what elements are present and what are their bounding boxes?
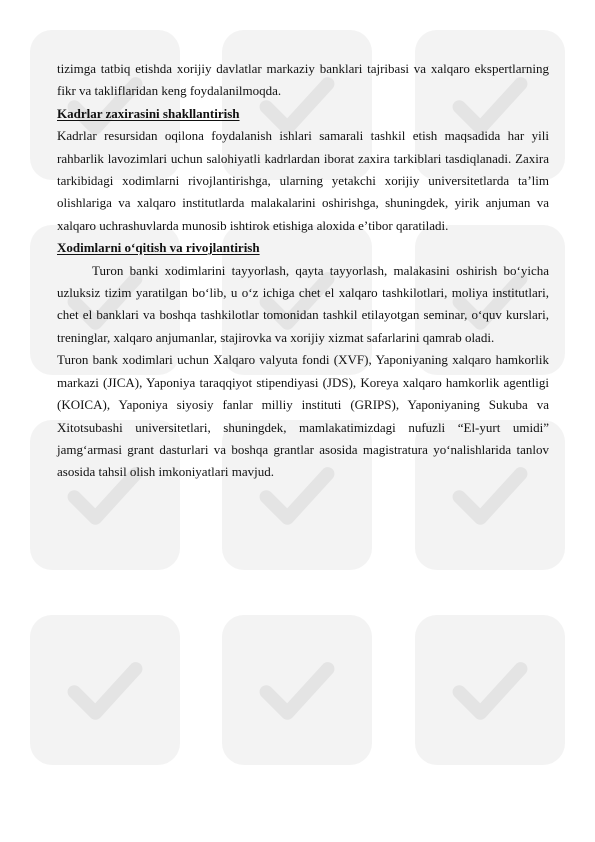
checkmark-icon: [57, 642, 153, 738]
section-heading-reserve: Kadrlar zaxirasini shakllantirish: [57, 105, 240, 121]
section-heading-training: Xodimlarni oʻqitish va rivojlantirish: [57, 240, 260, 256]
document-body: [57, 58, 549, 484]
watermark-tile: [222, 615, 372, 765]
watermark-tile: [415, 615, 565, 765]
checkmark-icon: [249, 642, 345, 738]
paragraph-grants: Turon bank xodimlari uchun Xalqaro valyuta fondi (XVF), Yaponiyaning xalqaro hamkorlik markazi (JICA), Yaponiya taraqqiyot stipendiyasi (JDS), Koreya xalqaro hamkorlik agentligi (KOICA), Yaponiya siyosiy fanlar milliy instituti (GRIPS), Yaponiyaning Sukuba va Xitotsubashi universitetlari, shuningdek, mamlakatimizdagi nufuzli “El-yurt umidi” jamgʻarmasi grant dasturlari va boshqa grantlar asosida magistratura yoʻnalishlarida tanlov asosida tahsil olish imkoniyatlari mavjud.: [57, 352, 549, 480]
watermark-tile: [30, 615, 180, 765]
checkmark-icon: [442, 642, 538, 738]
paragraph-training: Turon banki xodimlarini tayyorlash, qayta tayyorlash, malakasini oshirish boʻyicha uzluksiz tizim yaratilgan boʻlib, u oʻz ichiga chet el xalqaro tashkilotlari, moliya institutlari, chet el banklari va boshqa tashkilotlar tomonidan tashkil etilayotgan seminar, oʻquv kurslari, treninglar, xalqaro anjumanlar, stajirovka va xorijiy xizmat safarlarini qamrab oladi.: [57, 262, 549, 345]
paragraph-intro: tizimga tatbiq etishda xorijiy davlatlar markaziy banklari tajribasi va xalqaro ekspertlarning fikr va takliflaridan keng foydalanilmoqda.: [57, 61, 549, 99]
paragraph-reserve: Kadrlar resursidan oqilona foydalanish ishlari samarali tashkil etish maqsadida har yili rahbarlik lavozimlari uchun salohiyatli kadrlardan iborat zaxira tarkiblari tasdiqlanadi. Zaxira tarkibidagi xodimlarni rivojlantirishga, ularning yetakchi xorijiy universitetlarda taʼlim olishlariga va xalqaro institutlarda malakalarini oshirishga, shuningdek, yirik anjuman va xalqaro uchrashuvlarda munosib ishtirok etishiga aloxida eʼtibor qaratiladi.: [57, 128, 549, 233]
